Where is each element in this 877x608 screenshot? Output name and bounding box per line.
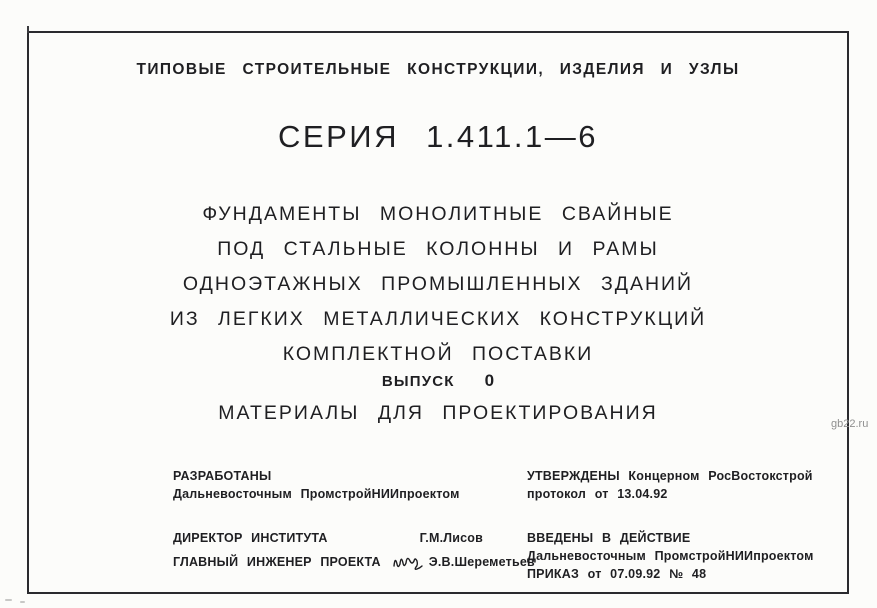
- document-category-heading: ТИПОВЫЕ СТРОИТЕЛЬНЫЕ КОНСТРУКЦИИ, ИЗДЕЛИЯ И УЗЛЫ: [136, 61, 740, 78]
- approval-block: [527, 466, 817, 582]
- subtitle-materials: МАТЕРИАЛЫ ДЛЯ ПРОЕКТИРОВАНИЯ: [218, 402, 658, 424]
- developed-by-block: [173, 466, 535, 576]
- series-title: СЕРИЯ 1.411.1—6: [278, 119, 598, 154]
- title-line-4: ИЗ ЛЕГКИХ МЕТАЛЛИЧЕСКИХ КОНСТРУКЦИЙ: [169, 308, 707, 330]
- chief-engineer-name: Э.В.Шереметьев: [428, 555, 535, 569]
- chief-engineer-row: [173, 548, 535, 576]
- title-line-3: ОДНОЭТАЖНЫХ ПРОМЫШЛЕННЫХ ЗДАНИЙ: [182, 273, 694, 295]
- title-line-1: ФУНДАМЕНТЫ МОНОЛИТНЫЕ СВАЙНЫЕ: [202, 203, 674, 225]
- issue-label: ВЫПУСК: [381, 373, 455, 390]
- protocol-line: протокол от 13.04.92: [527, 487, 668, 501]
- order-line: ПРИКАЗ от 07.09.92 № 48: [527, 567, 707, 581]
- watermark: gb22.ru: [831, 418, 869, 430]
- issue-line: [27, 371, 849, 391]
- enacted-line: ВВЕДЕНЫ В ДЕЙСТВИЕ: [527, 531, 691, 545]
- developed-label: РАЗРАБОТАНЫ: [173, 469, 272, 483]
- scan-speck: [20, 601, 25, 603]
- approved-line: УТВЕРЖДЕНЫ Концерном РосВостокстрой: [527, 469, 813, 483]
- chief-engineer-label: ГЛАВНЫЙ ИНЖЕНЕР ПРОЕКТА: [173, 555, 381, 569]
- director-name: Г.М.Лисов: [419, 531, 483, 545]
- border-scan-tick: [27, 26, 29, 33]
- director-label: ДИРЕКТОР ИНСТИТУТА: [173, 531, 328, 545]
- main-title-block: [27, 197, 849, 372]
- title-line-5: КОМПЛЕКТНОЙ ПОСТАВКИ: [282, 343, 594, 365]
- issue-number: 0: [484, 371, 495, 390]
- developed-organization: Дальневосточным ПромстройНИИпроектом: [173, 487, 460, 501]
- title-line-2: ПОД СТАЛЬНЫЕ КОЛОННЫ И РАМЫ: [217, 238, 659, 260]
- enacted-organization: Дальневосточным ПромстройНИИпроектом: [527, 549, 814, 563]
- chief-engineer-signature-scribble: [392, 552, 424, 576]
- scan-speck: [5, 599, 12, 601]
- director-row: [173, 530, 483, 546]
